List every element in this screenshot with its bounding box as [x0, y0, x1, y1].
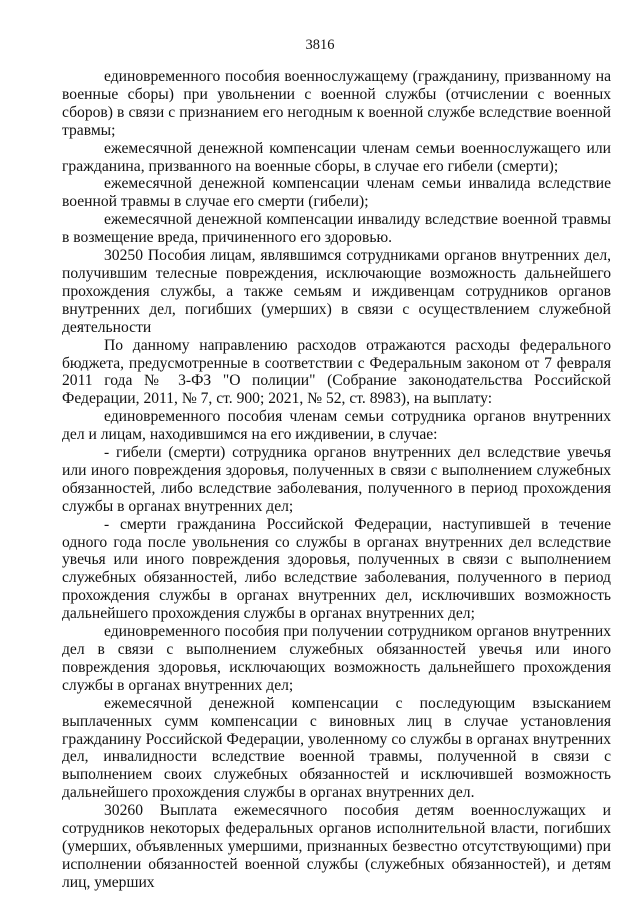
paragraph: По данному направлению расходов отражаются расходы федерального бюджета, предусмотренные в соответствии с Федеральным законом от 7 февраля 2011 года № 3-ФЗ "О полиции" (Собрание законодательства Российской Федерации, 2011, № 7, ст. 900; 2021, № 52, ст. 8983), на выплату:: [62, 336, 611, 408]
paragraph: ежемесячной денежной компенсации членам семьи военнослужащего или гражданина, призванного на военные сборы, в случае его гибели (смерти);: [62, 139, 611, 175]
paragraph: ежемесячной денежной компенсации с последующим взысканием выплаченных сумм компенсации с виновных лиц в случае установления гражданину Российской Федерации, уволенному со службы в органах внутренних дел, инвалидности вследствие военной травмы, полученной в связи с выполнением своих служебных обязанностей и исключившей возможность дальнейшего прохождения службы в органах внутренних дел.: [62, 694, 611, 802]
paragraph: ежемесячной денежной компенсации членам семьи инвалида вследствие военной травмы в случае его смерти (гибели);: [62, 175, 611, 211]
paragraph: единовременного пособия при получении сотрудником органов внутренних дел в связи с выполнением служебных обязанностей увечья или иного повреждения здоровья, исключающих возможность дальнейшего прохождения службы в органах внутренних дел;: [62, 623, 611, 694]
paragraph: единовременного пособия военнослужащему (гражданину, призванному на военные сборы) при увольнении с военной службы (отчислении с военных сборов) в связи с признанием его негодным к военной службе вследствие военной травмы;: [62, 68, 611, 139]
list-item: - гибели (смерти) сотрудника органов внутренних дел вследствие увечья или иного повреждения здоровья, полученных в связи с выполнением служебных обязанностей, либо вследствие заболевания, полученного в период прохождения службы в органах внутренних дел;: [62, 444, 611, 515]
section-heading-30260: 30260 Выплата ежемесячного пособия детям военнослужащих и сотрудников некоторых федеральных органов исполнительной власти, погибших (умерших, объявленных умершими, признанных безвестно отсутствующими) при исполнении обязанностей военной службы (служебных обязанностей), и детям лиц, умерших: [62, 802, 611, 891]
document-body: [62, 68, 611, 892]
section-heading-30250: 30250 Пособия лицам, являвшимся сотрудниками органов внутренних дел, получившим телесные повреждения, исключающие возможность дальнейшего прохождения службы, а также семьям и иждивенцам сотрудников органов внутренних дел, погибших (умерших) в связи с осуществлением служебной деятельности: [62, 247, 611, 336]
page-number: 3816: [305, 37, 335, 53]
paragraph: ежемесячной денежной компенсации инвалиду вследствие военной травмы в возмещение вреда, причиненного его здоровью.: [62, 211, 611, 247]
list-item: - смерти гражданина Российской Федерации, наступившей в течение одного года после увольнения со службы в органах внутренних дел вследствие увечья или иного повреждения здоровья, полученных в связи с выполнением служебных обязанностей, либо вследствие заболевания, полученного в период прохождения службы в органах внутренних дел, исключивших возможность дальнейшего прохождения службы в органах внутренних дел;: [62, 515, 611, 623]
paragraph: единовременного пособия членам семьи сотрудника органов внутренних дел и лицам, находившимся на его иждивении, в случае:: [62, 408, 611, 444]
